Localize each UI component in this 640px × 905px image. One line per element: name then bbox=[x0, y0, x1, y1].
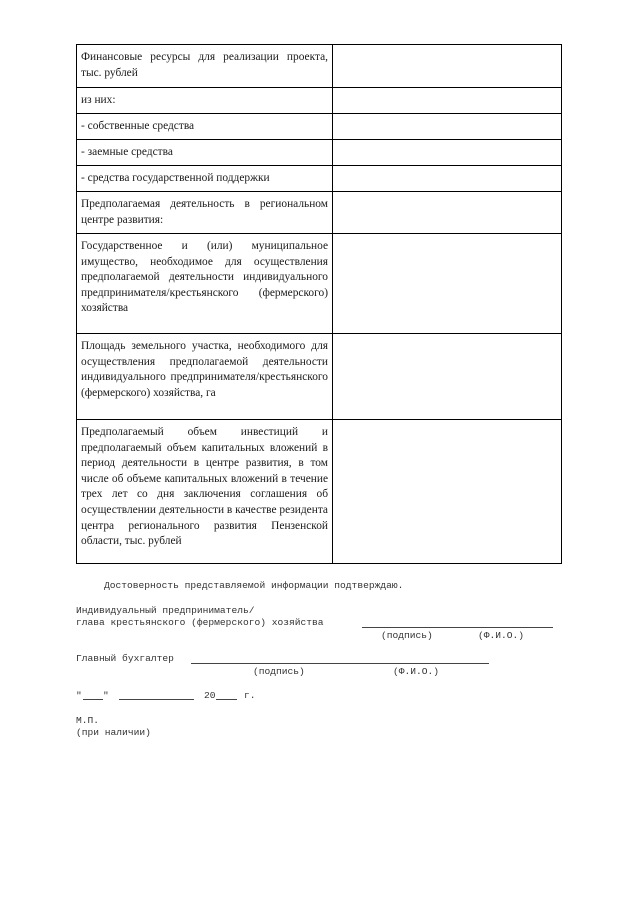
row-value-borrowed-funds[interactable] bbox=[333, 140, 561, 148]
entrepreneur-title-line2: глава крестьянского (фермерского) хозяйства bbox=[76, 617, 324, 628]
row-value-planned-activity[interactable] bbox=[333, 192, 561, 200]
table-row bbox=[77, 45, 562, 88]
table-row bbox=[77, 234, 562, 334]
entrepreneur-fio-hint: (Ф.И.О.) bbox=[478, 630, 525, 641]
project-info-table bbox=[76, 44, 562, 564]
date-year-line[interactable] bbox=[216, 699, 237, 700]
row-label-financial-resources: Финансовые ресурсы для реализации проекта, тыс. рублей bbox=[81, 51, 328, 79]
row-label-planned-activity: Предполагаемая деятельность в региональном центре развития: bbox=[81, 198, 328, 226]
row-label-property: Государственное и (или) муниципальное имущество, необходимое для осуществления предполагаемой деятельности индивидуального предпринимателя/крестьянского (фермерского) хозяйства bbox=[81, 240, 328, 315]
entrepreneur-signature-line[interactable] bbox=[362, 627, 553, 628]
entrepreneur-title-line1: Индивидуальный предприниматель/ bbox=[76, 605, 255, 616]
accountant-signature-line[interactable] bbox=[191, 663, 489, 664]
entrepreneur-signature-hint: (подпись) bbox=[381, 630, 433, 641]
row-value-financial-resources[interactable] bbox=[333, 45, 561, 53]
stamp-place-note: (при наличии) bbox=[76, 727, 151, 738]
row-value-of-them[interactable] bbox=[333, 88, 561, 96]
row-label-state-support: - средства государственной поддержки bbox=[81, 172, 270, 184]
table-row bbox=[77, 88, 562, 114]
date-year-suffix: г. bbox=[244, 690, 256, 701]
table-row bbox=[77, 334, 562, 420]
row-label-investments: Предполагаемый объем инвестиций и предполагаемый объем капитальных вложений в период деятельности в центре развития, в том числе об объеме капитальных вложений в течение трех лет со дня заключения соглашения об осуществлении деятельности в качестве резидента центра регионального развития Пензенской области, тыс. рублей bbox=[81, 426, 328, 548]
date-day-line[interactable] bbox=[83, 699, 103, 700]
row-value-property[interactable] bbox=[333, 234, 561, 242]
date-year-prefix: 20 bbox=[204, 690, 216, 701]
table-row bbox=[77, 420, 562, 564]
confirmation-text: Достоверность представляемой информации подтверждаю. bbox=[104, 580, 404, 591]
stamp-place-label: М.П. bbox=[76, 715, 100, 726]
row-label-borrowed-funds: - заемные средства bbox=[81, 146, 173, 158]
accountant-signature-hint: (подпись) bbox=[253, 666, 305, 677]
table-row bbox=[77, 114, 562, 140]
row-value-state-support[interactable] bbox=[333, 166, 561, 174]
accountant-fio-hint: (Ф.И.О.) bbox=[393, 666, 440, 677]
table-row bbox=[77, 140, 562, 166]
date-open-quote: " bbox=[76, 690, 82, 701]
row-value-own-funds[interactable] bbox=[333, 114, 561, 122]
row-label-own-funds: - собственные средства bbox=[81, 120, 195, 132]
row-value-investments[interactable] bbox=[333, 420, 561, 428]
chief-accountant-label: Главный бухгалтер bbox=[76, 653, 174, 664]
row-value-land-area[interactable] bbox=[333, 334, 561, 342]
row-label-of-them: из них: bbox=[81, 94, 116, 106]
date-month-line[interactable] bbox=[119, 699, 194, 700]
row-label-land-area: Площадь земельного участка, необходимого для осуществления предполагаемой деятельности индивидуального предпринимателя/крестьянского (фермерского) хозяйства, га bbox=[81, 340, 328, 399]
date-close-quote: " bbox=[103, 690, 109, 701]
table-row bbox=[77, 192, 562, 234]
table-row bbox=[77, 166, 562, 192]
